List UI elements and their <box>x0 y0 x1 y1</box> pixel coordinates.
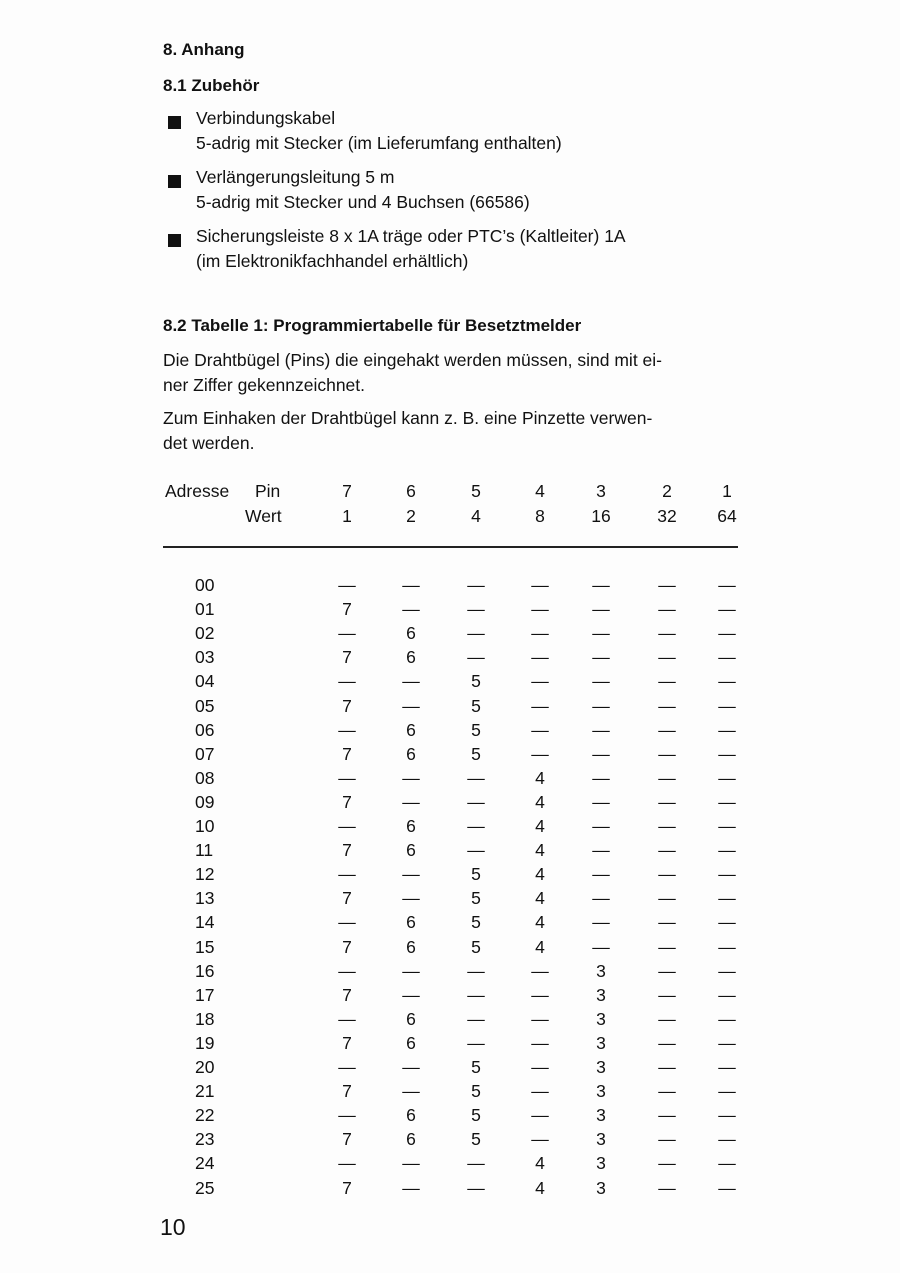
pin-cell: — <box>402 599 420 620</box>
pin-cell: 7 <box>342 599 352 620</box>
pin-cell: 4 <box>535 1177 545 1198</box>
pin-cell: 3 <box>596 960 606 981</box>
address-cell: 18 <box>195 1008 215 1029</box>
pin-cell: 3 <box>596 1057 606 1077</box>
address-cell: 01 <box>195 599 215 620</box>
address-cell: 03 <box>195 647 215 668</box>
address-cell: 09 <box>195 791 215 812</box>
pin-cell: — <box>718 840 736 861</box>
pin-cell: — <box>402 575 420 595</box>
pin-cell: 4 <box>535 936 545 957</box>
pin-cell: 5 <box>471 743 481 764</box>
pin-cell: 7 <box>342 888 352 909</box>
table-row <box>0 623 900 647</box>
address-cell: 24 <box>195 1153 215 1174</box>
pin-cell: — <box>402 791 420 812</box>
header-adresse: Adresse <box>165 481 230 501</box>
pin-cell: — <box>402 1081 420 1102</box>
pin-cell: — <box>718 864 736 885</box>
address-cell: 16 <box>195 960 215 981</box>
pin-cell: 3 <box>596 1105 606 1126</box>
bullet-icon <box>168 175 181 188</box>
table-row <box>0 1033 900 1057</box>
pin-cell: 7 <box>342 1081 352 1102</box>
pin-cell: 7 <box>342 840 352 861</box>
pin-cell: — <box>467 984 485 1005</box>
text-line: Die Drahtbügel (Pins) die eingehakt werden müssen, sind mit ei- <box>163 350 662 370</box>
pin-cell: 3 <box>596 1177 606 1198</box>
pin-cell: — <box>531 1129 549 1150</box>
table-divider <box>163 546 738 548</box>
pin-cell: — <box>338 671 356 692</box>
pin-cell: — <box>531 695 549 716</box>
pin-cell: — <box>402 984 420 1005</box>
pin-cell: 5 <box>471 719 481 740</box>
pin-cell: — <box>658 767 676 788</box>
pin-cell: — <box>531 599 549 620</box>
pin-cell: — <box>467 599 485 620</box>
pin-cell: — <box>531 575 549 595</box>
pin-cell: — <box>658 719 676 740</box>
list-item <box>196 165 530 215</box>
table-row <box>0 1009 900 1033</box>
address-cell: 22 <box>195 1105 215 1126</box>
item-title: Verlängerungsleitung 5 m <box>196 167 395 187</box>
pin-cell: — <box>467 1153 485 1174</box>
pin-cell: — <box>718 623 736 644</box>
section-heading: 8. Anhang <box>163 40 245 59</box>
pin-cell: — <box>467 1177 485 1198</box>
pin-cell: — <box>658 791 676 812</box>
pin-cell: — <box>718 1032 736 1053</box>
pin-cell: — <box>658 960 676 981</box>
pin-cell: — <box>338 1008 356 1029</box>
pin-cell: 4 <box>535 1153 545 1174</box>
address-cell: 07 <box>195 743 215 764</box>
pin-cell: 3 <box>596 1129 606 1150</box>
pin-cell: 6 <box>406 912 416 933</box>
pin-cell: — <box>658 984 676 1005</box>
pin-cell: — <box>718 791 736 812</box>
table-row <box>0 671 900 695</box>
pin-cell: 6 <box>406 1105 416 1126</box>
pin-cell: 3 <box>596 1153 606 1174</box>
list-item <box>196 224 626 274</box>
pin-cell: — <box>338 864 356 885</box>
pin-cell: — <box>718 743 736 764</box>
pin-cell: — <box>658 840 676 861</box>
pin-cell: — <box>718 1057 736 1077</box>
wert-header: 32 <box>657 506 677 526</box>
pin-cell: 5 <box>471 695 481 716</box>
table-row <box>0 792 900 816</box>
table-row <box>0 912 900 936</box>
pin-cell: — <box>402 888 420 909</box>
pin-cell: — <box>658 1081 676 1102</box>
header-wert: Wert <box>245 506 282 526</box>
pin-cell: — <box>718 912 736 933</box>
pin-cell: — <box>467 791 485 812</box>
pin-cell: — <box>592 816 610 836</box>
pin-cell: — <box>592 888 610 909</box>
item-title: Sicherungsleiste 8 x 1A träge oder PTC’s (Kaltleiter) 1A <box>196 226 626 246</box>
pin-cell: 5 <box>471 1057 481 1077</box>
pin-cell: — <box>467 840 485 861</box>
pin-cell: — <box>718 767 736 788</box>
pin-header: 6 <box>406 481 416 501</box>
pin-cell: 3 <box>596 1008 606 1029</box>
table-row <box>0 768 900 792</box>
pin-cell: 6 <box>406 743 416 764</box>
pin-cell: — <box>531 623 549 644</box>
pin-cell: — <box>402 671 420 692</box>
address-cell: 21 <box>195 1081 215 1102</box>
pin-cell: — <box>531 1057 549 1077</box>
pin-cell: — <box>658 888 676 909</box>
pin-cell: — <box>658 816 676 836</box>
pin-cell: — <box>658 671 676 692</box>
pin-cell: — <box>402 695 420 716</box>
pin-cell: — <box>718 695 736 716</box>
pin-cell: — <box>658 1008 676 1029</box>
pin-cell: 5 <box>471 1105 481 1126</box>
pin-cell: — <box>658 1032 676 1053</box>
pin-cell: — <box>402 767 420 788</box>
table-row <box>0 1057 900 1081</box>
pin-cell: 7 <box>342 647 352 668</box>
pin-cell: — <box>592 936 610 957</box>
table-row <box>0 888 900 912</box>
paragraph <box>163 348 662 398</box>
pin-cell: — <box>658 1129 676 1150</box>
pin-cell: — <box>658 912 676 933</box>
page-number: 10 <box>160 1214 186 1240</box>
bullet-icon <box>168 116 181 129</box>
address-cell: 04 <box>195 671 215 692</box>
paragraph <box>163 406 652 456</box>
table-row <box>0 985 900 1009</box>
wert-header: 8 <box>535 506 545 526</box>
pin-cell: — <box>467 575 485 595</box>
pin-cell: 4 <box>535 791 545 812</box>
pin-cell: 6 <box>406 936 416 957</box>
pin-cell: — <box>718 960 736 981</box>
table-row <box>0 961 900 985</box>
pin-cell: — <box>338 816 356 836</box>
pin-cell: — <box>402 1177 420 1198</box>
pin-cell: — <box>718 1008 736 1029</box>
pin-cell: 4 <box>535 864 545 885</box>
table-row <box>0 1153 900 1177</box>
pin-cell: 4 <box>535 816 545 836</box>
pin-cell: — <box>718 1177 736 1198</box>
pin-cell: 3 <box>596 1081 606 1102</box>
text-line: Zum Einhaken der Drahtbügel kann z. B. eine Pinzette verwen- <box>163 408 653 428</box>
wert-header: 4 <box>471 506 481 526</box>
pin-cell: — <box>531 1081 549 1102</box>
pin-cell: — <box>338 1105 356 1126</box>
pin-cell: — <box>658 743 676 764</box>
pin-cell: 7 <box>342 743 352 764</box>
pin-cell: — <box>467 623 485 644</box>
item-detail: 5-adrig mit Stecker (im Lieferumfang enthalten) <box>196 133 562 153</box>
pin-cell: — <box>531 1105 549 1126</box>
pin-cell: — <box>467 1008 485 1029</box>
pin-cell: 6 <box>406 1032 416 1053</box>
table-row <box>0 816 900 840</box>
address-cell: 10 <box>195 816 215 836</box>
pin-cell: — <box>592 864 610 885</box>
pin-cell: — <box>338 960 356 981</box>
pin-cell: — <box>402 1153 420 1174</box>
pin-cell: 5 <box>471 864 481 885</box>
pin-cell: — <box>718 647 736 668</box>
pin-cell: — <box>658 1153 676 1174</box>
table-row <box>0 744 900 768</box>
pin-header: 1 <box>722 481 732 501</box>
pin-cell: 6 <box>406 1008 416 1029</box>
item-detail: 5-adrig mit Stecker und 4 Buchsen (66586) <box>196 192 530 212</box>
item-detail: (im Elektronikfachhandel erhältlich) <box>196 251 469 271</box>
pin-cell: — <box>531 984 549 1005</box>
pin-cell: — <box>658 864 676 885</box>
table-row <box>0 696 900 720</box>
pin-cell: — <box>592 695 610 716</box>
address-cell: 02 <box>195 623 215 644</box>
pin-cell: — <box>718 671 736 692</box>
address-cell: 25 <box>195 1177 215 1198</box>
pin-cell: 6 <box>406 1129 416 1150</box>
pin-cell: 6 <box>406 719 416 740</box>
pin-cell: — <box>467 767 485 788</box>
table-row <box>0 1129 900 1153</box>
pin-cell: 4 <box>535 912 545 933</box>
subsection-heading-table: 8.2 Tabelle 1: Programmiertabelle für Besetztmelder <box>163 316 582 335</box>
pin-cell: — <box>402 960 420 981</box>
address-cell: 23 <box>195 1129 215 1150</box>
pin-cell: 7 <box>342 791 352 812</box>
table-row <box>0 1081 900 1105</box>
pin-cell: — <box>592 647 610 668</box>
pin-cell: 5 <box>471 912 481 933</box>
pin-cell: — <box>658 647 676 668</box>
pin-cell: 7 <box>342 695 352 716</box>
pin-header: 2 <box>662 481 672 501</box>
pin-cell: — <box>467 647 485 668</box>
subsection-heading-zubehoer: 8.1 Zubehör <box>163 76 260 95</box>
address-cell: 11 <box>195 840 214 861</box>
pin-cell: — <box>531 743 549 764</box>
pin-cell: — <box>338 1153 356 1174</box>
address-cell: 00 <box>195 575 215 595</box>
pin-cell: — <box>531 1032 549 1053</box>
address-cell: 15 <box>195 936 215 957</box>
pin-cell: — <box>658 1105 676 1126</box>
pin-cell: — <box>658 936 676 957</box>
address-cell: 06 <box>195 719 215 740</box>
pin-cell: — <box>718 816 736 836</box>
pin-header: 7 <box>342 481 352 501</box>
pin-cell: — <box>338 623 356 644</box>
pin-cell: — <box>592 767 610 788</box>
pin-cell: — <box>718 984 736 1005</box>
pin-cell: — <box>402 864 420 885</box>
address-cell: 08 <box>195 767 215 788</box>
address-cell: 14 <box>195 912 215 933</box>
pin-cell: — <box>531 647 549 668</box>
pin-cell: — <box>718 1081 736 1102</box>
pin-cell: 6 <box>406 647 416 668</box>
pin-cell: — <box>338 912 356 933</box>
header-pin: Pin <box>255 481 281 501</box>
text-line: det werden. <box>163 433 255 453</box>
pin-header: 5 <box>471 481 481 501</box>
pin-cell: — <box>592 671 610 692</box>
pin-header: 3 <box>596 481 606 501</box>
pin-cell: 7 <box>342 1177 352 1198</box>
pin-cell: — <box>531 719 549 740</box>
pin-cell: — <box>658 575 676 595</box>
pin-cell: — <box>658 623 676 644</box>
pin-cell: 7 <box>342 936 352 957</box>
pin-cell: 5 <box>471 671 481 692</box>
wert-header: 2 <box>406 506 416 526</box>
pin-cell: 5 <box>471 1081 481 1102</box>
pin-cell: — <box>658 695 676 716</box>
wert-header: 16 <box>591 506 611 526</box>
pin-cell: — <box>402 1057 420 1077</box>
pin-cell: — <box>467 1032 485 1053</box>
table-row <box>0 1105 900 1129</box>
list-item <box>196 106 562 156</box>
pin-cell: 6 <box>406 840 416 861</box>
pin-cell: — <box>718 1129 736 1150</box>
wert-header: 64 <box>717 506 737 526</box>
table-row <box>0 720 900 744</box>
pin-cell: — <box>338 719 356 740</box>
address-cell: 19 <box>195 1032 215 1053</box>
pin-cell: — <box>718 888 736 909</box>
table-row <box>0 937 900 961</box>
pin-cell: — <box>338 1057 356 1077</box>
pin-cell: 5 <box>471 1129 481 1150</box>
pin-cell: — <box>592 599 610 620</box>
table-row <box>0 840 900 864</box>
pin-cell: 7 <box>342 1032 352 1053</box>
pin-cell: — <box>531 671 549 692</box>
pin-cell: — <box>718 936 736 957</box>
pin-cell: — <box>592 791 610 812</box>
pin-cell: 4 <box>535 840 545 861</box>
pin-cell: 6 <box>406 623 416 644</box>
table-row <box>0 1178 900 1202</box>
pin-cell: — <box>467 960 485 981</box>
pin-cell: 6 <box>406 816 416 836</box>
table-row <box>0 575 900 599</box>
pin-cell: 4 <box>535 767 545 788</box>
table-row <box>0 647 900 671</box>
table-row <box>0 864 900 888</box>
address-cell: 05 <box>195 695 215 716</box>
pin-header: 4 <box>535 481 545 501</box>
pin-cell: — <box>338 575 356 595</box>
pin-cell: 5 <box>471 936 481 957</box>
pin-cell: — <box>718 575 736 595</box>
pin-cell: — <box>718 1153 736 1174</box>
pin-cell: — <box>592 840 610 861</box>
pin-cell: — <box>592 623 610 644</box>
pin-cell: — <box>592 743 610 764</box>
pin-cell: — <box>658 1057 676 1077</box>
pin-cell: — <box>531 1008 549 1029</box>
pin-cell: — <box>338 767 356 788</box>
pin-cell: 5 <box>471 888 481 909</box>
address-cell: 13 <box>195 888 215 909</box>
pin-cell: — <box>718 719 736 740</box>
wert-header: 1 <box>342 506 352 526</box>
table-row <box>0 599 900 623</box>
pin-cell: 7 <box>342 1129 352 1150</box>
pin-cell: — <box>592 719 610 740</box>
address-cell: 20 <box>195 1057 215 1077</box>
pin-cell: — <box>658 1177 676 1198</box>
pin-cell: — <box>467 816 485 836</box>
pin-cell: — <box>592 912 610 933</box>
pin-cell: 3 <box>596 1032 606 1053</box>
address-cell: 17 <box>195 984 215 1005</box>
pin-cell: — <box>531 960 549 981</box>
pin-cell: 3 <box>596 984 606 1005</box>
pin-cell: — <box>718 599 736 620</box>
item-title: Verbindungskabel <box>196 108 336 128</box>
pin-cell: 7 <box>342 984 352 1005</box>
pin-cell: — <box>592 575 610 595</box>
pin-cell: — <box>658 599 676 620</box>
bullet-icon <box>168 234 181 247</box>
pin-cell: 4 <box>535 888 545 909</box>
text-line: ner Ziffer gekennzeichnet. <box>163 375 366 395</box>
pin-cell: — <box>718 1105 736 1126</box>
address-cell: 12 <box>195 864 215 885</box>
